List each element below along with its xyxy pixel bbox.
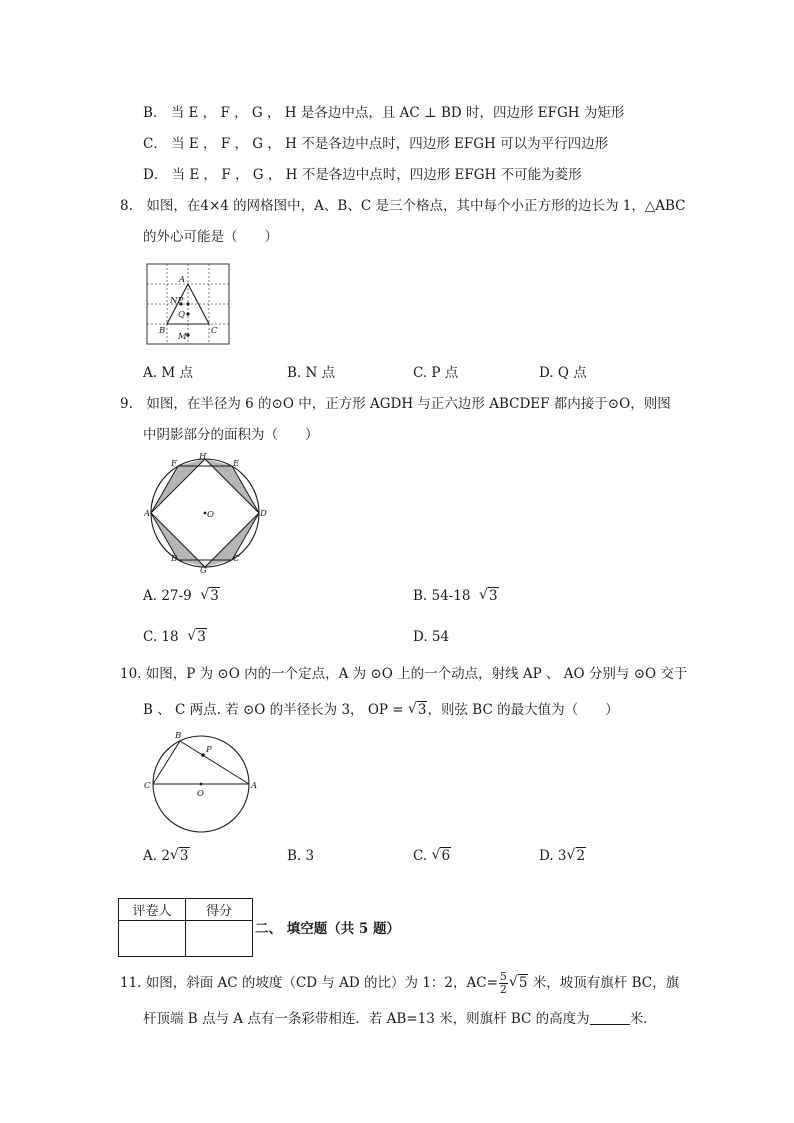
q9-option-c-text: C. 18 [143, 629, 179, 645]
answer-blank[interactable] [590, 1010, 630, 1025]
q8-stem-line1: 8. 如图，在4×4 的网格图中，A、B、C 是三个格点，其中每个小正方形的边长为 1，△ABC [120, 198, 686, 214]
q9-circle-figure [144, 452, 268, 574]
center-o [204, 512, 207, 515]
label-o: O [207, 510, 214, 520]
q10-stem-line2: B 、 C 两点. 若 ⊙O 的半径长为 3， OP = √ 3，则弦 BC 的最大值为（ ） [143, 700, 619, 720]
label-e: E [233, 459, 240, 469]
score-header-score: 得分 [186, 899, 253, 921]
q9-option-d: D. 54 [413, 629, 450, 645]
q8-grid-figure [145, 262, 233, 346]
label-c: C [144, 781, 151, 791]
point-m [186, 333, 189, 336]
score-table [118, 898, 253, 957]
sqrt-symbol: √ 3 [479, 586, 499, 606]
q8-option-b: B. N 点 [287, 365, 336, 381]
label-a: A [144, 509, 151, 519]
q8-option-a: A. M 点 [143, 365, 193, 381]
label-a: A [251, 781, 258, 791]
q8-stem-line2: 的外心可能是（ ） [143, 229, 278, 245]
label-b: B [175, 731, 182, 741]
label-c: C [211, 326, 218, 336]
sqrt-symbol: √ 6 [431, 846, 451, 866]
q10-stem-line1: 10. 如图，P 为 ⊙O 内的一个定点，A 为 ⊙O 上的一个动点，射线 AP 、 AO 分别与 ⊙O 交于 [120, 666, 688, 682]
q11-stem-line1: 11. 如图，斜面 AC 的坡度（CD 与 AD 的比）为 1：2，AC= $\frac{5}{2}$ √ 5 米，坡顶有旗杆 BC，旗 [120, 971, 679, 996]
sqrt-symbol: √ 3 [187, 627, 207, 647]
q10-option-b: B. 3 [287, 848, 315, 864]
label-p: P [206, 745, 212, 755]
sqrt-symbol: √ 3 [408, 700, 428, 720]
label-c: C [233, 554, 240, 564]
label-q: Q [178, 310, 185, 320]
label-g: G [200, 566, 207, 574]
label-b: B [171, 554, 178, 564]
point-q [186, 312, 189, 315]
q9-stem-line2: 中阴影部分的面积为（ ） [143, 427, 319, 443]
point-p [186, 302, 189, 305]
label-f: F [171, 459, 177, 469]
fraction: $\frac{5}{2}$ [499, 970, 507, 996]
sqrt-symbol: √ 2 [567, 846, 587, 866]
q7-option-d: D． 当 E ， F ， G ， H 不是各边中点时，四边形 EFGH 不可能为菱形 [143, 167, 582, 183]
sqrt-symbol: √ 3 [200, 586, 220, 606]
label-d: D [260, 509, 267, 519]
label-m: M [178, 332, 187, 342]
q7-option-b: B． 当 E ， F ， G ， H 是各边中点，且 AC ⊥ BD 时，四边形 EFGH 为矩形 [143, 105, 625, 121]
q11-stem-line2: 杆顶端 B 点与 A 点有一条彩带相连．若 AB=13 米，则旗杆 BC 的高度为 米． [143, 1011, 657, 1027]
q9-option-a [143, 586, 220, 606]
q9-option-b-text: B. 54-18 [413, 588, 471, 604]
score-header-reviewer: 评卷人 [119, 899, 186, 921]
q8-option-c: C. P 点 [413, 365, 459, 381]
sqrt-symbol: √ 3 [170, 846, 190, 866]
label-np: NP [170, 296, 184, 306]
label-h: H [199, 452, 207, 462]
ray-ab [180, 741, 249, 784]
q9-option-b [413, 586, 499, 606]
score-cell-score [186, 921, 253, 957]
q10-circle-figure [144, 726, 264, 840]
score-cell-reviewer [119, 921, 186, 957]
point-p [201, 753, 205, 757]
q10-option-c: C. √ 6 [413, 846, 451, 866]
sqrt-symbol: √ 5 [509, 973, 529, 993]
q10-option-d: D. 3√ 2 [539, 846, 586, 866]
label-a: A [179, 275, 186, 285]
label-b: B [159, 326, 166, 336]
q8-option-d: D. Q 点 [539, 365, 587, 381]
q9-option-a-text: A. 27-9 [143, 588, 192, 604]
section-title: 二、 填空题（共 5 题） [255, 921, 400, 937]
q9-option-c [143, 627, 207, 647]
center-o [200, 783, 203, 786]
chord-bc [153, 741, 180, 784]
label-o: O [197, 789, 204, 799]
q9-stem-line1: 9. 如图，在半径为 6 的⊙O 中，正方形 AGDH 与正六边形 ABCDEF 都内接于⊙O，则图 [120, 396, 671, 412]
q7-option-c: C． 当 E ， F ， G ， H 不是各边中点时，四边形 EFGH 可以为平行四边形 [143, 136, 609, 152]
q10-option-a: A. 2√ 3 [143, 846, 190, 866]
